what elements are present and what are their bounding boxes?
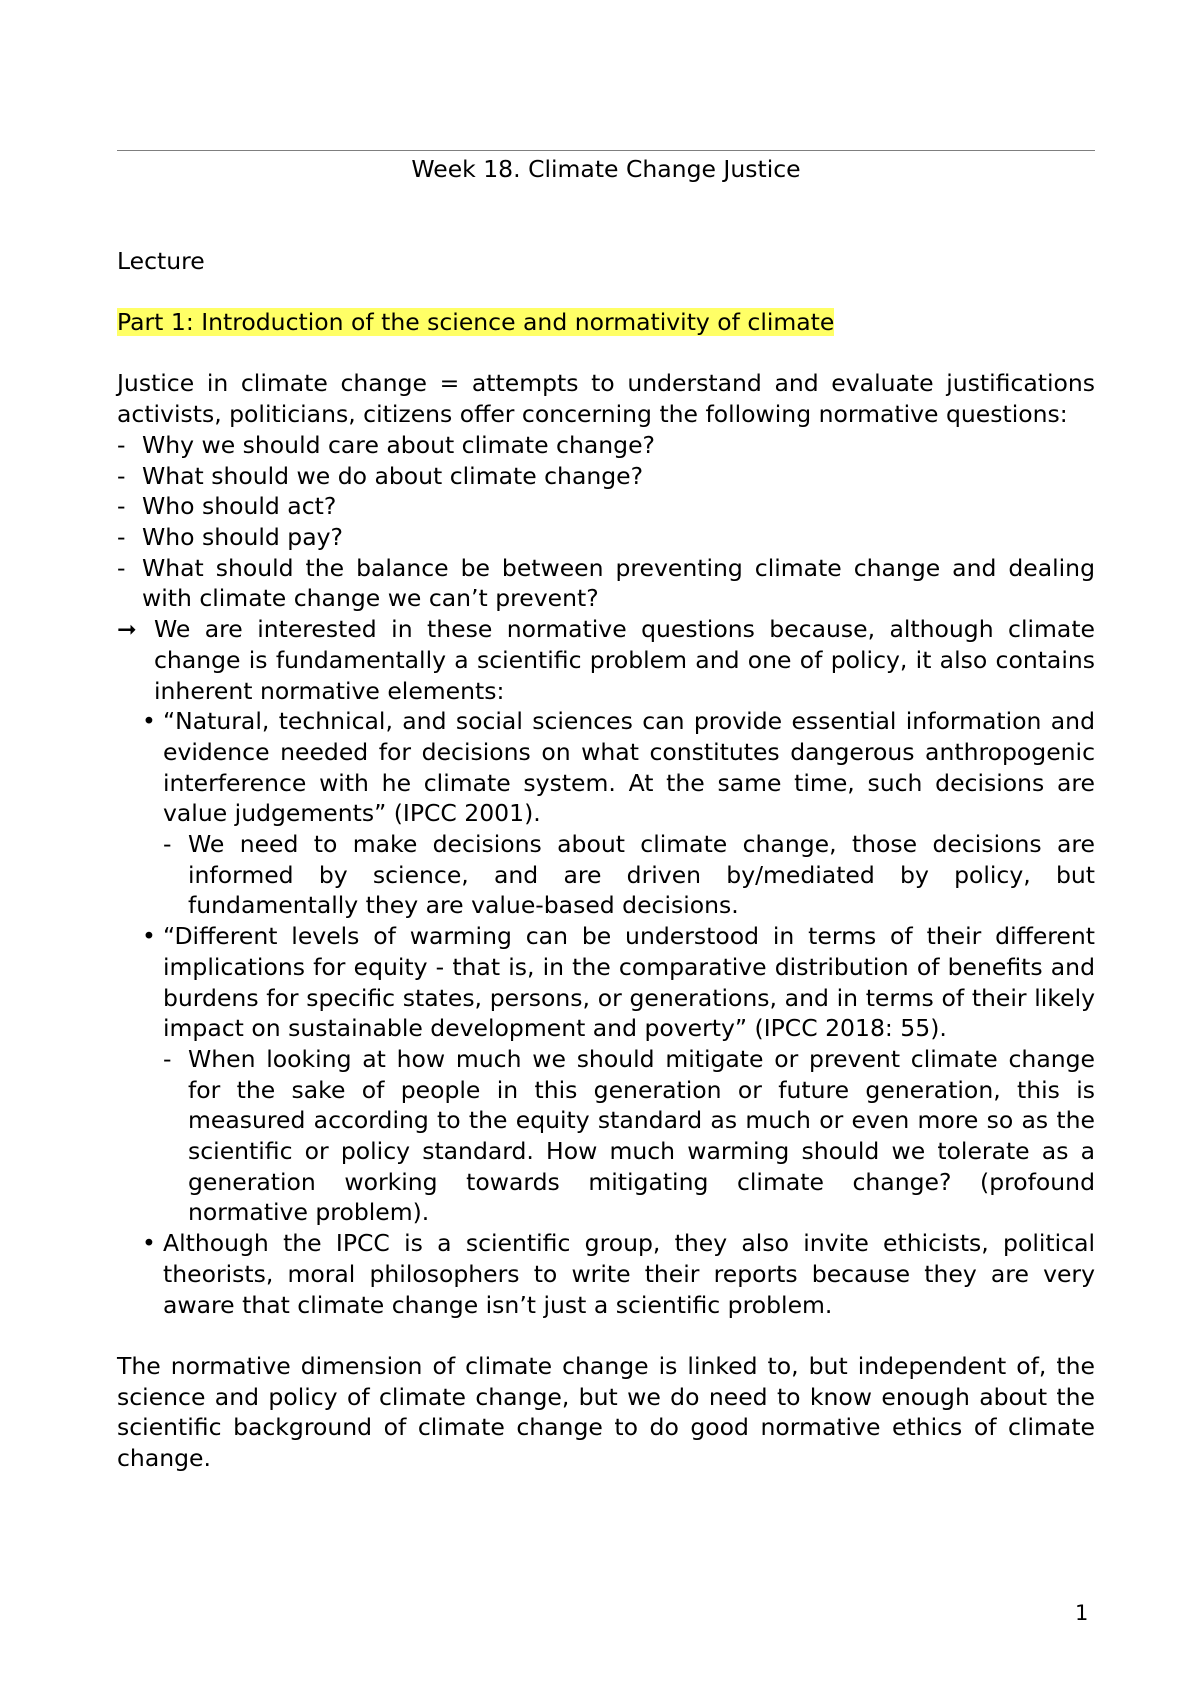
intro-paragraph: Justice in climate change = attempts to understand and evaluate justifications activists, politicians, citizens offer concerning the following normative questions:: [117, 369, 1095, 429]
list-item: [142, 921, 1095, 1044]
part-heading-line: [117, 307, 1095, 338]
arrow-right-icon: ➞: [117, 615, 137, 644]
bullet-list: [142, 706, 1095, 1320]
sub-list-item: [163, 1044, 1095, 1228]
list-item: [117, 553, 1095, 614]
list-item: [117, 522, 1095, 553]
list-item: [142, 706, 1095, 829]
question-text: Why we should care about climate change?: [142, 430, 656, 459]
bullet-marker: •: [142, 922, 156, 951]
bullet-text: “Natural, technical, and social sciences can provide essential information and evidence needed for decisions on what constitutes dangerous anthropogenic interference with he climate system. At the same time, such decisions are value judgements” (IPCC 2001).: [163, 707, 1095, 828]
bullet-marker: •: [142, 707, 156, 736]
dash-marker: -: [117, 523, 126, 551]
dash-marker: -: [117, 430, 126, 459]
spacer: [117, 338, 1095, 369]
list-item: [117, 430, 1095, 461]
document-page: [117, 150, 1095, 1474]
questions-list: [117, 430, 1095, 614]
list-item: [142, 1228, 1095, 1320]
sub-item-text: We need to make decisions about climate change, those decisions are informed by science, and are driven by/mediated by policy, but fundamentally they are value-based decisions.: [188, 830, 1095, 920]
sub-item-text: When looking at how much we should mitigate or prevent climate change for the sake of people in this generation or future generation, this is measured according to the equity standard as much or even more so as the scientific or policy standard. How much warming should we tolerate as a generation working towards mitigating climate change? (profound normative problem).: [188, 1044, 1095, 1227]
spacer: [117, 1320, 1095, 1351]
dash-marker: -: [117, 553, 126, 582]
arrow-point: [117, 614, 1095, 706]
spacer: [117, 185, 1095, 246]
bullet-text: Although the IPCC is a scientific group, they also invite ethicists, political theorists, moral philosophers to write their reports because they are very aware that climate change isn’t just a scientific problem.: [163, 1229, 1095, 1319]
list-item: [117, 461, 1095, 492]
document-title: Week 18. Climate Change Justice: [411, 155, 801, 183]
part-heading: Part 1: Introduction of the science and normativity of climate: [117, 308, 835, 337]
bullet-marker: •: [142, 1229, 156, 1258]
spacer: [117, 276, 1095, 307]
dash-marker: -: [117, 492, 126, 521]
dash-marker: -: [163, 1044, 172, 1073]
page-number: 1: [1075, 1601, 1089, 1625]
bullet-text: “Different levels of warming can be understood in terms of their different implications for equity - that is, in the comparative distribution of benefits and burdens for specific states, persons, or generations, and in terms of their likely impact on sustainable development and poverty” (IPCC 2018: 55).: [163, 922, 1095, 1043]
question-text: What should the balance be between preventing climate change and dealing with climate change we can’t prevent?: [142, 553, 1095, 613]
section-label: Lecture: [117, 246, 205, 275]
dash-marker: -: [117, 461, 126, 490]
list-item: [117, 491, 1095, 522]
dash-marker: -: [163, 830, 172, 859]
question-text: Who should pay?: [142, 523, 344, 551]
question-text: What should we do about climate change?: [142, 461, 644, 490]
sub-list-item: [163, 829, 1095, 921]
question-text: Who should act?: [142, 492, 337, 521]
arrow-point-text: We are interested in these normative questions because, although climate change is fundamentally a scientific problem and one of policy, it also contains inherent normative elements:: [154, 615, 1095, 705]
closing-paragraph: The normative dimension of climate change is linked to, but independent of, the science and policy of climate change, but we do need to know enough about the scientific background of climate change to do good normative ethics of climate change.: [117, 1351, 1095, 1473]
